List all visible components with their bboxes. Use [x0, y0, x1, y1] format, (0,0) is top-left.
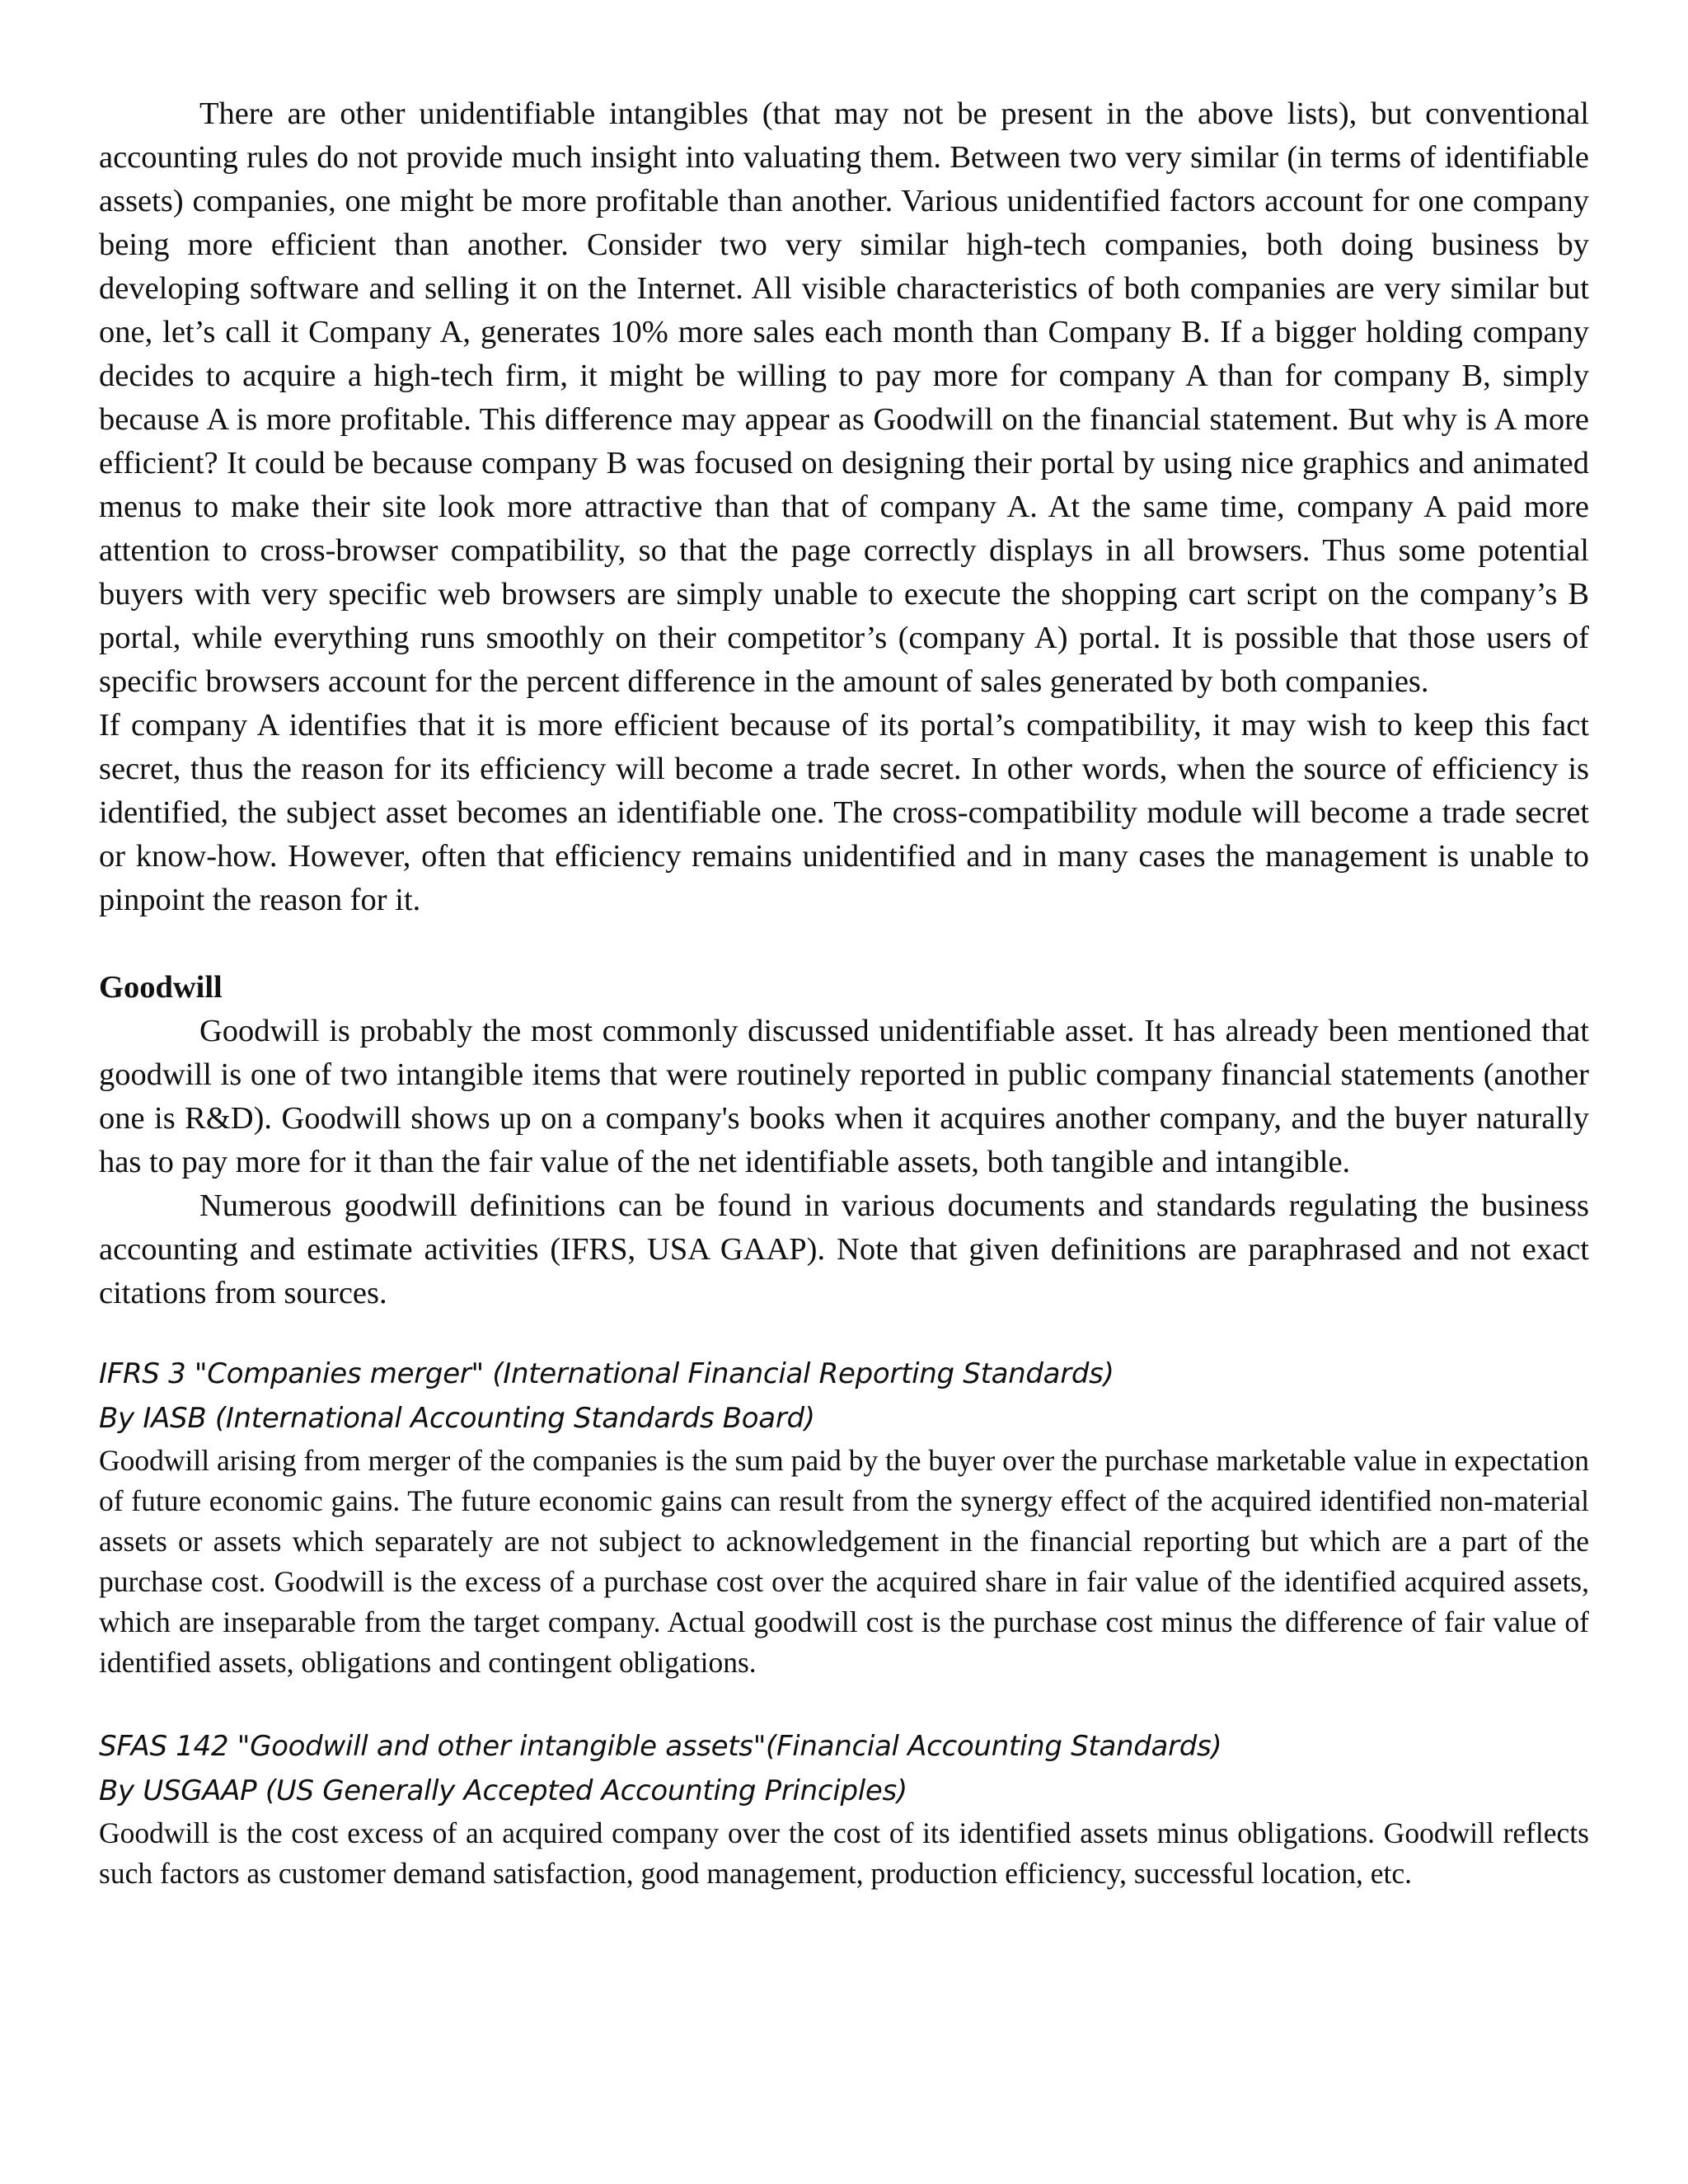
sfas-title: SFAS 142 "Goodwill and other intangible assets"(Financial Accounting Standards) [99, 1730, 1222, 1763]
intro-paragraph-2: If company A identifies that it is more efficient because of its portal’s compatibility, it may wish to keep this fact secret, thus the reason for its efficiency will become a trade secret. In other words, when the source of efficiency is identified, the subject asset becomes an identifiable one. The cross-compatibility module will become a trade secret or know-how. However, often that efficiency remains unidentified and in many cases the management is unable to pinpoint the reason for it. [99, 708, 1589, 917]
spacer [99, 922, 1589, 966]
goodwill-paragraph-1: Goodwill is probably the most commonly discussed unidentifiable asset. It has already been mentioned that goodwill is one of two intangible items that were routinely reported in public company financial statements (another one is R&D). Goodwill shows up on a company's books when it acquires another company, and the buyer naturally has to pay more for it than the fair value of the net identifiable assets, both tangible and intangible. [99, 1014, 1589, 1179]
goodwill-heading: Goodwill [99, 970, 223, 1005]
intro-paragraph-1: There are other unidentifiable intangibles (that may not be present in the above lists), but conventional accounting rules do not provide much insight into valuating them. Between two very similar (in terms of identifiable assets) companies, one might be more profitable than another. Various unidentified factors account for one company being more efficient than another. Consider two very similar high-tech companies, both doing business by developing software and selling it on the Internet. All visible characteristics of both companies are very similar but one, let’s call it Company A, generates 10% more sales each month than Company B. If a bigger holding company decides to acquire a high-tech firm, it might be willing to pay more for company A than for company B, simply because A is more profitable. This difference may appear as Goodwill on the financial statement. But why is A more efficient? It could be because company B was focused on designing their portal by using nice graphics and animated menus to make their site look more attractive than that of company A. At the same time, company A paid more attention to cross-browser compatibility, so that the page correctly displays in all browsers. Thus some potential buyers with very specific web browsers are simply unable to execute the shopping cart script on the company’s B portal, while everything runs smoothly on their competitor’s (company A) portal. It is possible that those users of specific browsers account for the percent difference in the amount of sales generated by both companies. [99, 96, 1589, 699]
ifrs-definition: Goodwill arising from merger of the companies is the sum paid by the buyer over the purchase marketable value in expectation of future economic gains. The future economic gains can result from the synergy effect of the acquired identified non-material assets or assets which separately are not subject to acknowledgement in the financial reporting but which are a part of the purchase cost. Goodwill is the excess of a purchase cost over the acquired share in fair value of the identified acquired assets, which are inseparable from the target company. Actual goodwill cost is the purchase cost minus the difference of fair value of identified assets, obligations and contingent obligations. [99, 1444, 1589, 1679]
goodwill-paragraph-2: Numerous goodwill definitions can be found in various documents and standards regulating the business accounting and estimate activities (IFRS, USA GAAP). Note that given definitions are paraphrased and not exact citations from sources. [99, 1188, 1589, 1310]
ifrs-subtitle: By IASB (International Accounting Standards Board) [99, 1402, 815, 1435]
sfas-definition: Goodwill is the cost excess of an acquired company over the cost of its identified assets minus obligations. Goodwill reflects such factors as customer demand satisfaction, good management, production efficiency, successful location, etc. [99, 1816, 1589, 1890]
ifrs-title: IFRS 3 "Companies merger" (International Financial Reporting Standards) [99, 1357, 1114, 1390]
spacer [99, 1683, 1589, 1724]
document-page [99, 92, 1589, 1894]
spacer [99, 1315, 1589, 1352]
sfas-subtitle: By USGAAP (US Generally Accepted Accounting Principles) [99, 1774, 907, 1807]
